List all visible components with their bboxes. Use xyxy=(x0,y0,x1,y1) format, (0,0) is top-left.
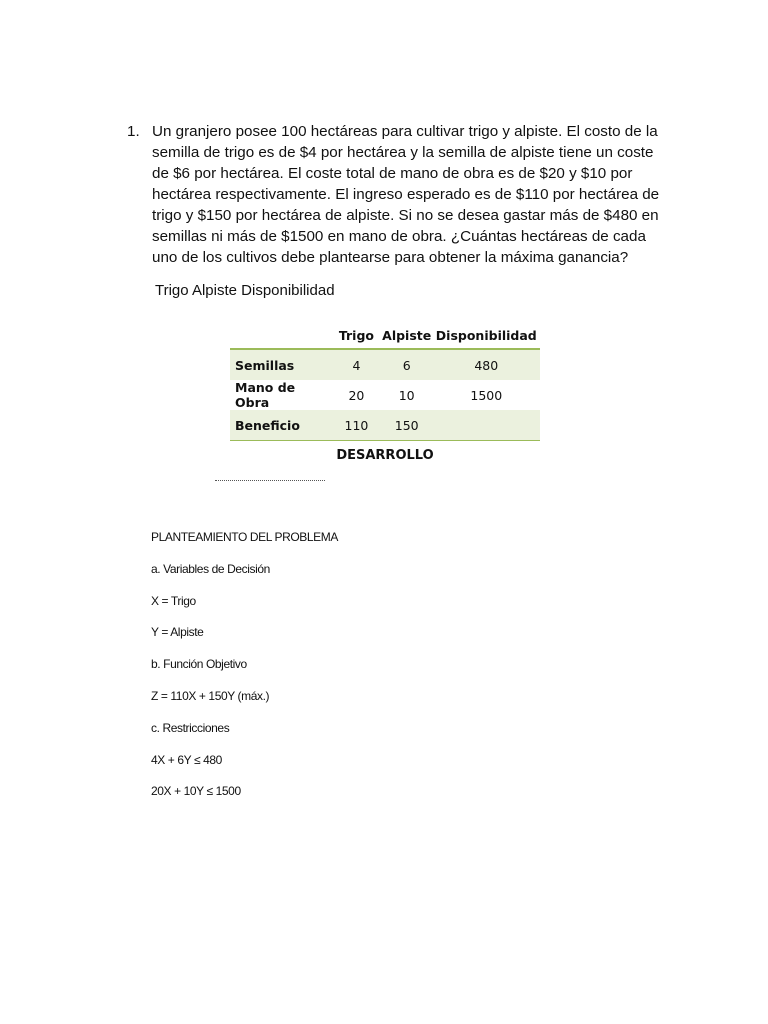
problem-number: 1. xyxy=(127,123,140,140)
plan-line: 20X + 10Y ≤ 1500 xyxy=(151,784,241,799)
plan-line: 4X + 6Y ≤ 480 xyxy=(151,752,222,767)
cell-disponibilidad xyxy=(433,410,540,441)
row-label: Semillas xyxy=(230,349,332,380)
data-table-image xyxy=(230,322,540,482)
cell-trigo: 110 xyxy=(332,410,381,441)
cell-trigo: 20 xyxy=(348,387,365,403)
table-header-line: Trigo Alpiste Disponibilidad xyxy=(155,282,335,299)
plan-line: a. Variables de Decisión xyxy=(151,561,270,576)
plan-line: c. Restricciones xyxy=(151,720,230,735)
cell-alpiste: 150 xyxy=(381,410,433,441)
data-table xyxy=(230,322,540,441)
table-header-alpiste: Alpiste xyxy=(381,322,433,349)
cell-alpiste: 6 xyxy=(381,349,433,380)
problem-text: Un granjero posee 100 hectáreas para cultivar trigo y alpiste. El costo de la semilla de trigo es de $4 por hectárea y la semilla de alpiste tiene un coste de $6 por hectárea. El coste total de mano de obra es de $20 y $10 por hectárea respectivamente. El ingreso esperado es de $110 por hectárea de trigo y $150 por hectárea de alpiste. Si no se desea gastar más de $480 en semillas ni más de $1500 en mano de obra. ¿Cuántas hectáreas de cada uno de los cultivos debe plantearse para obtener la máxima ganancia? xyxy=(152,123,660,266)
plan-line: X = Trigo xyxy=(151,593,196,608)
cropped-text-remnant xyxy=(215,478,325,484)
planteamiento-section xyxy=(151,528,338,814)
table-header-row xyxy=(230,322,540,349)
planteamiento-title: PLANTEAMIENTO DEL PROBLEMA xyxy=(151,530,338,544)
table-header-blank xyxy=(230,322,332,349)
plan-line: b. Función Objetivo xyxy=(151,657,247,672)
cell-disponibilidad: 1500 xyxy=(470,387,503,403)
table-row xyxy=(230,410,540,441)
row-label: Mano de Obra xyxy=(235,380,296,410)
problem-statement xyxy=(127,121,667,268)
plan-line: Z = 110X + 150Y (máx.) xyxy=(151,688,270,703)
desarrollo-heading: DESARROLLO xyxy=(336,448,434,463)
table-header-trigo: Trigo xyxy=(332,322,381,349)
cell-trigo: 4 xyxy=(332,349,381,380)
table-row xyxy=(230,349,540,380)
cell-disponibilidad: 480 xyxy=(433,349,540,380)
row-label: Beneficio xyxy=(230,410,332,441)
cell-alpiste: 10 xyxy=(398,387,415,403)
table-row xyxy=(230,380,540,410)
table-header-disponibilidad: Disponibilidad xyxy=(433,322,540,349)
plan-line: Y = Alpiste xyxy=(151,625,204,640)
